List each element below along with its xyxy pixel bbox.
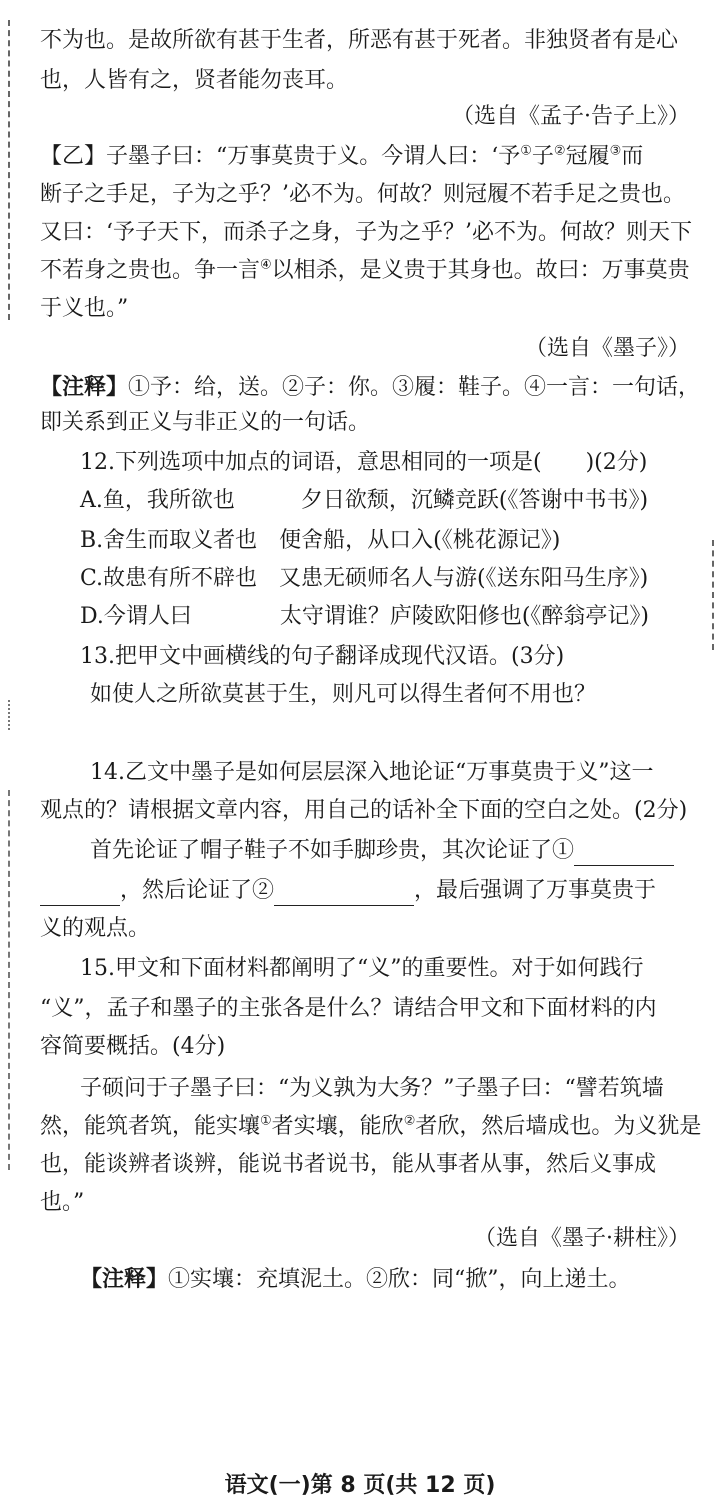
notes-label: 【注释】 [80,1266,169,1292]
question-15-stem: 15.甲文和下面材料都阐明了“义”的重要性。对于如何践行 [80,956,644,981]
notes-line [40,372,701,403]
question-14-stem: 观点的？请根据文章内容，用自己的话补全下面的空白之处。(2分) [40,798,688,823]
footnote-mark: ① [260,1113,272,1129]
footnote-mark: ② [553,143,566,159]
passage-yi-line [40,142,690,172]
passage-yi-line: 于义也。” [40,296,129,321]
question-13-sentence: 如使人之所欲莫甚于生，则凡可以得生者何不用也？ [90,682,597,707]
material-line: 也，能谈辨者谈辨，能说书者说书，能从事者从事，然后义事成 [40,1152,657,1177]
notes-text: ①实壤：充填泥土。②欣：同“掀”，向上递土。 [168,1267,631,1292]
passage-yi-text: 而 [621,144,644,169]
notes-label: 【注释】 [40,374,129,400]
question-12-option-d: D.今谓人曰 太守谓谁？庐陵欧阳修也(《醉翁亭记》) [80,604,650,629]
answer-blank-2[interactable] [274,883,414,906]
answer-blank-1a[interactable] [574,843,674,866]
question-14-fill-line [40,876,690,906]
question-12-stem: 12.下列选项中加点的词语，意思相同的一项是( )(2分) [80,450,648,475]
material-text: 者欣，然后墙成也。为义犹是 [415,1114,702,1139]
passage-jia-source: （选自《孟子·告子上》） [452,104,690,129]
binding-dashed-line [8,20,10,320]
notes-line [80,1264,720,1295]
binding-dashed-line-lower [8,790,10,1170]
question-14-fill-line [90,836,720,866]
binding-dotted-line [8,700,10,730]
passage-yi-text: 【乙】子墨子曰：“万事莫贵于义。今谓人曰：‘予 [40,144,521,169]
passage-yi-source: （选自《墨子》） [524,336,690,361]
material-text: 然，能筑者筑，能实壤 [40,1114,261,1139]
passage-yi-text: 不若身之贵也。争一言 [40,258,261,283]
notes-line: 即关系到正义与非正义的一句话。 [40,410,371,435]
footnote-mark: ① [520,143,532,159]
material-source: （选自《墨子·耕柱》） [474,1226,690,1251]
fill-text: ，然后论证了② [120,878,275,903]
question-14-stem: 14.乙文中墨子是如何层层深入地论证“万事莫贵于义”这一 [90,760,654,785]
footnote-mark: ② [403,1113,416,1129]
fill-text: 首先论证了帽子鞋子不如手脚珍贵，其次论证了① [90,838,575,863]
material-text: 者实壤，能欣 [271,1114,404,1139]
passage-jia-line: 也，人皆有之，贤者能勿丧耳。 [40,68,349,93]
fill-text: ，最后强调了万事莫贵于 [414,878,657,903]
answer-blank-1b[interactable] [40,883,120,906]
question-12-option-a: A.鱼，我所欲也 夕日欲颓，沉鳞竞跃(《答谢中书书》) [80,488,649,513]
question-12-option-c: C.故患有所不辟也 又患无硕师名人与游(《送东阳马生序》) [80,566,649,591]
notes-text: ①予：给，送。②子：你。③履：鞋子。④一言：一句话， [128,375,701,400]
question-12-option-b: B.舍生而取义者也 便舍船，从口入(《桃花源记》) [80,528,561,553]
material-line [40,1112,702,1142]
passage-yi-text: 冠履 [565,144,610,169]
question-15-stem: 容简要概括。(4分) [40,1034,226,1059]
passage-yi-line: 断子之手足，子为之乎？’必不为。何故？则冠履不若手足之贵也。 [40,182,685,207]
question-15-stem: “义”，孟子和墨子的主张各是什么？请结合甲文和下面材料的内 [40,996,657,1021]
question-14-fill-line: 义的观点。 [40,916,151,941]
material-line: 也。” [40,1190,85,1215]
passage-yi-text: 以相杀，是义贵于其身也。故曰：万事莫贵 [271,258,690,283]
footnote-mark: ④ [260,257,272,273]
material-line: 子硕问于子墨子曰：“为义孰为大务？”子墨子曰：“譬若筑墙 [80,1076,664,1101]
page-footer: 语文(一)第 8 页(共 12 页) [224,1473,496,1498]
binding-dashed-line-right [712,540,714,650]
passage-yi-text: 子 [531,144,554,169]
passage-yi-line [40,256,690,286]
passage-yi-line: 又曰：‘予子天下，而杀子之身，子为之乎？’必不为。何故？则天下 [40,220,692,245]
question-13-stem: 13.把甲文中画横线的句子翻译成现代汉语。(3分) [80,644,565,669]
footnote-mark: ③ [609,143,622,159]
passage-jia-line: 不为也。是故所欲有甚于生者，所恶有甚于死者。非独贤者有是心 [40,28,679,53]
